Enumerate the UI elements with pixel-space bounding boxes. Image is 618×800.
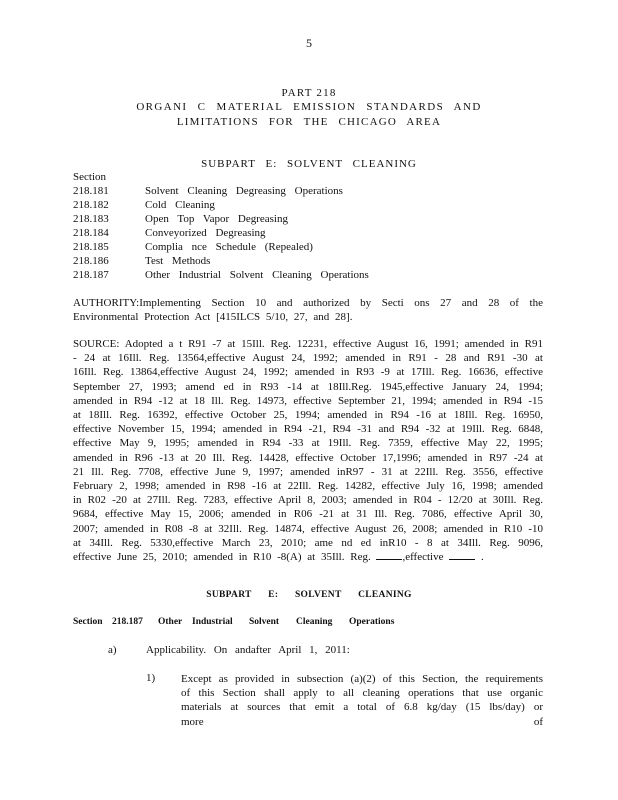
source-text: SOURCE: Adopted a t R91 -7 at 15Ill. Reg. 12231, effective August 16, 1991; amended in R91 - 24 at 16Ill. Reg. 13564,effective August 24, 1992; amended in R91 - 28 and R91 -30 at 16Ill. Reg. 13864,effective August 24, 1992; amended in R93 -9 at 17Ill. Reg. 16636, effective September 27, 1993; amend ed in R93 -14 at 18Ill.Reg. 1945,effective January 24, 1994; amended in R94 -12 at 18 Ill. Reg. 14973, effective September 21, 1994; amended in R94 -15 at 18Ill. Reg. 16392, effective October 25, 1994; amended in R94 -16 at 18Ill. Reg. 16950, effective November 15, 1994; amended in R94 -21, R94 -31 and R94 -32 at 19Ill. Reg. 6848, effective May 9, 1995; amended in R94 -33 at 19Ill. Reg. 7359, effective May 22, 1995; amended in R96 -13 at 20 Ill. Reg. 14428, effective October 17,1996; amended in R97 -24 at 21 Ill. Reg. 7708, effective June 9, 1997; amended inR97 - 31 at 22Ill. Reg. 3556, effective February 2, 1998; amended in R98 -16 at 22Ill. Reg. 14282, effective July 16, 1998; amended in R02 -20 at 27Ill. Reg. 7283, effective April 8, 2003; amended in R04 - 12/20 at 30Ill. Reg. 9684, effective May 15, 2006; amended in R06 -21 at 31 Ill. Reg. 7086, effective April 30, 2007; amended in R08 -8 at 32Ill. Reg. 14874, effective August 26, 2008; amended in R10 -10 at 34Ill. Reg. 5330,effective March 23, 2010; ame nd ed inR10 - 8 at 34Ill. Reg. 9096, effective June 25, 2010; amended in R10 -8(A) at 35Ill. Reg. — [73, 338, 543, 564]
section-title-word: Industrial — [192, 617, 233, 627]
toc-section-title: Conveyorized Degreasing — [145, 227, 266, 239]
subsection-a-text: Applicability. On andafter April 1, 2011: — [146, 644, 350, 656]
title-line-1: PART 218 — [281, 87, 337, 99]
subsection-1-text: Except as provided in subsection (a)(2) of this Section, the requirements of this Section shall apply to all cleaning operations that use organic materials at sources that emit a total of 6.8 kg/day (15 lbs/day) or more of — [181, 673, 543, 728]
page-number: 5 — [306, 36, 312, 50]
section-title-word: Operations — [349, 617, 395, 627]
section-title-word: Other — [158, 617, 183, 627]
toc-section-number: 218.182 — [73, 199, 109, 211]
toc-section-number: 218.181 — [73, 185, 109, 197]
toc-section-number: 218.185 — [73, 241, 109, 253]
source-end: . — [480, 551, 484, 564]
title-line-3: LIMITATIONS FOR THE CHICAGO AREA — [176, 116, 442, 128]
subpart-heading: SUBPART E: SOLVENT CLEANING — [201, 158, 417, 170]
toc-section-number: 218.187 — [73, 269, 109, 281]
toc-section-title: Test Methods — [145, 255, 211, 267]
source-effective-label: ,effective — [402, 551, 444, 564]
source-paragraph — [73, 337, 543, 564]
blank-line — [376, 550, 402, 560]
section-number: 218.187 — [112, 617, 143, 627]
title-line-2: ORGANI C MATERIAL EMISSION STANDARDS AND — [136, 101, 482, 113]
subsection-a-label: a) — [108, 644, 117, 656]
section-heading — [73, 617, 394, 627]
blank-line — [449, 550, 475, 560]
toc-section-title: Cold Cleaning — [145, 199, 215, 211]
subpart-heading-2: SUBPART E: SOLVENT CLEANING — [206, 590, 412, 600]
toc-section-title: Complia nce Schedule (Repealed) — [145, 241, 313, 253]
toc-section-title: Open Top Vapor Degreasing — [145, 213, 288, 225]
toc-section-number: 218.183 — [73, 213, 109, 225]
subsection-1-label: 1) — [146, 672, 156, 684]
section-title-word: Solvent — [249, 617, 280, 627]
toc-section-title: Other Industrial Solvent Cleaning Operations — [145, 269, 369, 281]
section-label: Section — [73, 617, 103, 627]
toc-section-number: 218.184 — [73, 227, 109, 239]
toc-section-number: 218.186 — [73, 255, 109, 267]
toc-header: Section — [73, 171, 106, 183]
toc-section-title: Solvent Cleaning Degreasing Operations — [145, 185, 343, 197]
authority-paragraph: AUTHORITY:Implementing Section 10 and authorized by Secti ons 27 and 28 of the Environmental Protection Act [415ILCS 5/10, 27, and 28]. — [73, 297, 543, 324]
section-title-word: Cleaning — [296, 617, 333, 627]
